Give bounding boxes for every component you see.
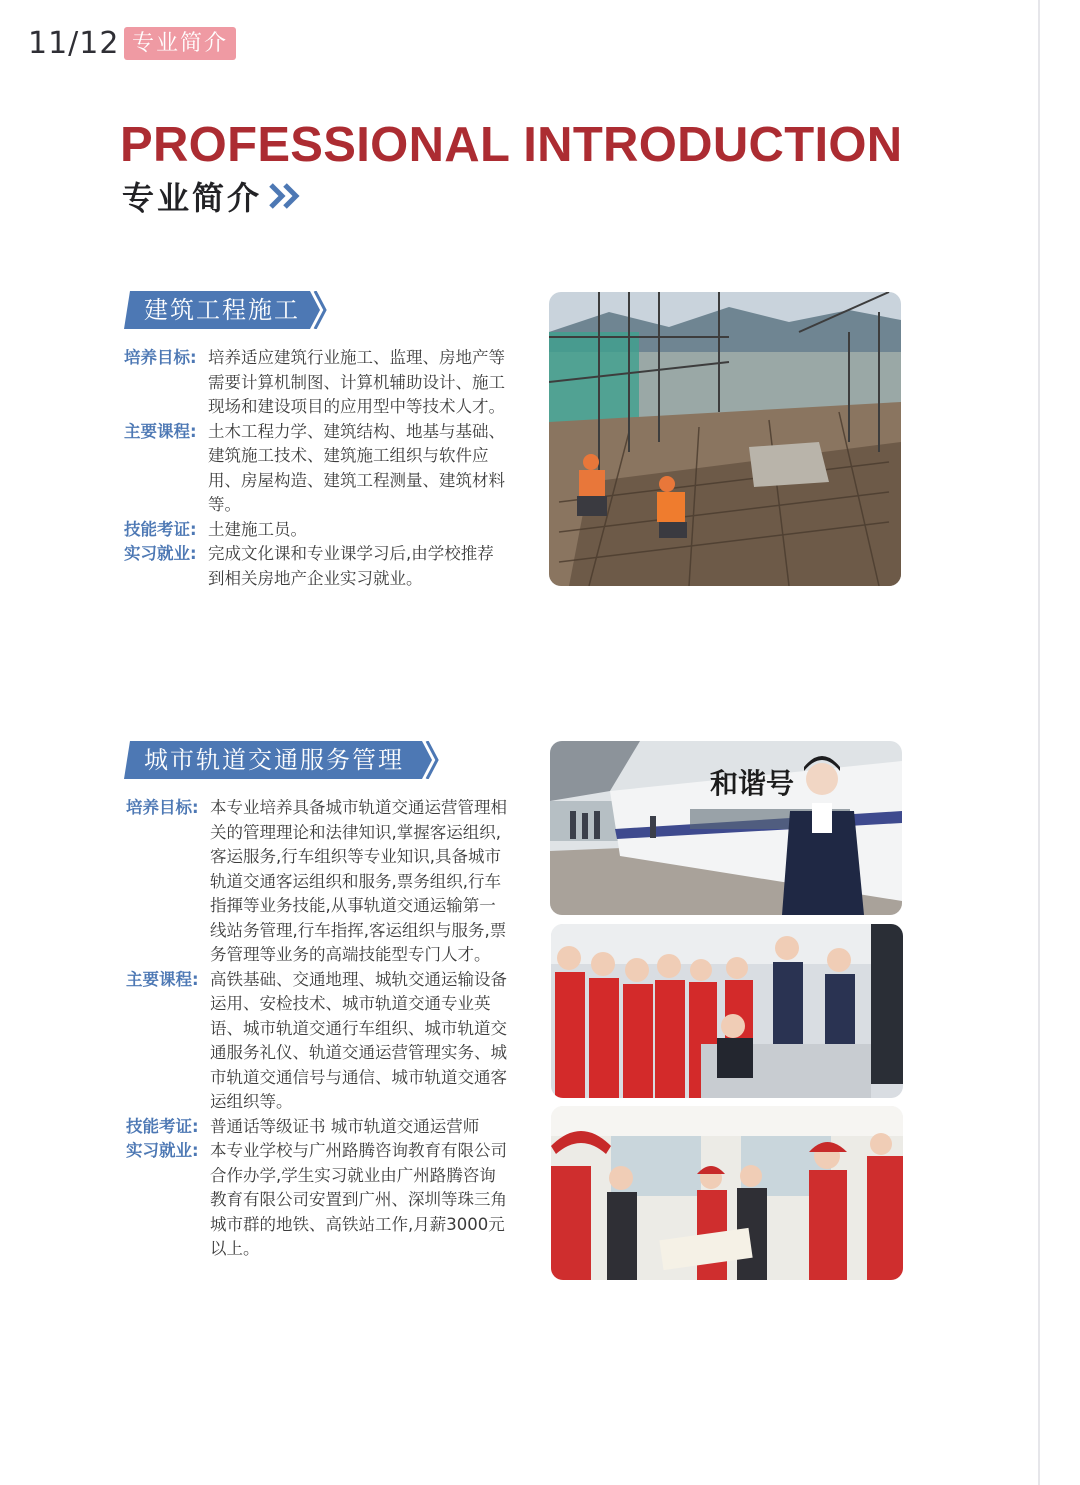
section-header-rail-transit bbox=[124, 741, 446, 779]
info-row-certificate bbox=[126, 1115, 510, 1140]
info-label: 主要课程: bbox=[124, 421, 197, 441]
page-title-english: PROFESSIONAL INTRODUCTION bbox=[120, 118, 903, 172]
info-row-certificate bbox=[124, 518, 510, 543]
train-sign: 和谐号 bbox=[710, 767, 795, 800]
photo-classroom bbox=[551, 924, 903, 1098]
info-text: 完成文化课和专业课学习后,由学校推荐到相关房地产企业实习就业。 bbox=[208, 544, 494, 588]
info-label: 实习就业: bbox=[124, 544, 197, 563]
page-title-chinese: 专业简介 bbox=[122, 179, 263, 217]
info-label: 培养目标: bbox=[124, 348, 197, 367]
info-row-goal bbox=[126, 796, 510, 968]
info-text: 培养适应建筑行业施工、监理、房地产等需要计算机制图、计算机辅助设计、施工现场和建设项目的应用型中等技术人才。 bbox=[208, 348, 505, 416]
photo-train-cabin bbox=[551, 1106, 903, 1280]
photo-construction-site bbox=[549, 292, 901, 586]
info-label: 主要课程: bbox=[126, 969, 199, 989]
page-tag: 专业简介 bbox=[124, 27, 236, 60]
double-chevron-icon bbox=[268, 181, 302, 211]
info-label: 技能考证: bbox=[126, 1116, 199, 1136]
info-label: 实习就业: bbox=[126, 1141, 199, 1160]
section-header-construction bbox=[124, 291, 334, 329]
section-heading: 城市轨道交通服务管理 bbox=[144, 746, 404, 774]
photo-train-platform bbox=[550, 741, 902, 915]
page-edge bbox=[1038, 0, 1040, 1485]
construction-site-image bbox=[549, 292, 901, 586]
section-info-rail-transit bbox=[126, 796, 510, 1262]
info-text: 普通话等级证书 城市轨道交通运营师 bbox=[210, 1116, 480, 1136]
classroom-image bbox=[551, 924, 903, 1098]
info-label: 培养目标: bbox=[126, 798, 199, 817]
info-row-employment bbox=[126, 1139, 510, 1262]
info-text: 本专业培养具备城市轨道交通运营管理相关的管理理论和法律知识,掌握客运组织,客运服务,行车组织等专业知识,具备城市轨道交通客运组织和服务,票务组织,行车指揮等业务技能,从事轨道交通运输第一线站务管理,行车指挥,客运组织与服务,票务管理等业务的高端技能型专门人才。 bbox=[210, 798, 507, 964]
info-text: 土木工程力学、建筑结构、地基与基础、建筑施工技术、建筑施工组织与软件应用、房屋构造、建筑工程测量、建筑材料等。 bbox=[208, 421, 505, 514]
section-info-construction bbox=[124, 346, 510, 591]
info-text: 高铁基础、交通地理、城轨交通运输设备运用、安检技术、城市轨道交通专业英语、城市轨道交通行车组织、城市轨道交通服务礼仪、轨道交通运营管理实务、城市轨道交通信号与通信、城市轨道交通客运组织等。 bbox=[210, 969, 507, 1111]
info-row-courses bbox=[126, 968, 510, 1115]
info-text: 本专业学校与广州路腾咨询教育有限公司合作办学,学生实习就业由广州路腾咨询教育有限公司安置到广州、深圳等珠三角城市群的地铁、高铁站工作,月薪3000元以上。 bbox=[210, 1141, 507, 1258]
info-row-goal bbox=[124, 346, 510, 420]
info-row-courses bbox=[124, 420, 510, 518]
page-title-chinese-wrap bbox=[122, 174, 302, 218]
info-row-employment bbox=[124, 542, 510, 591]
page-number: 11/12 bbox=[28, 26, 120, 61]
section-heading: 建筑工程施工 bbox=[144, 296, 300, 324]
train-platform-image bbox=[550, 741, 902, 915]
info-label: 技能考证: bbox=[124, 519, 197, 539]
info-text: 土建施工员。 bbox=[208, 519, 307, 539]
train-cabin-image bbox=[551, 1106, 903, 1280]
